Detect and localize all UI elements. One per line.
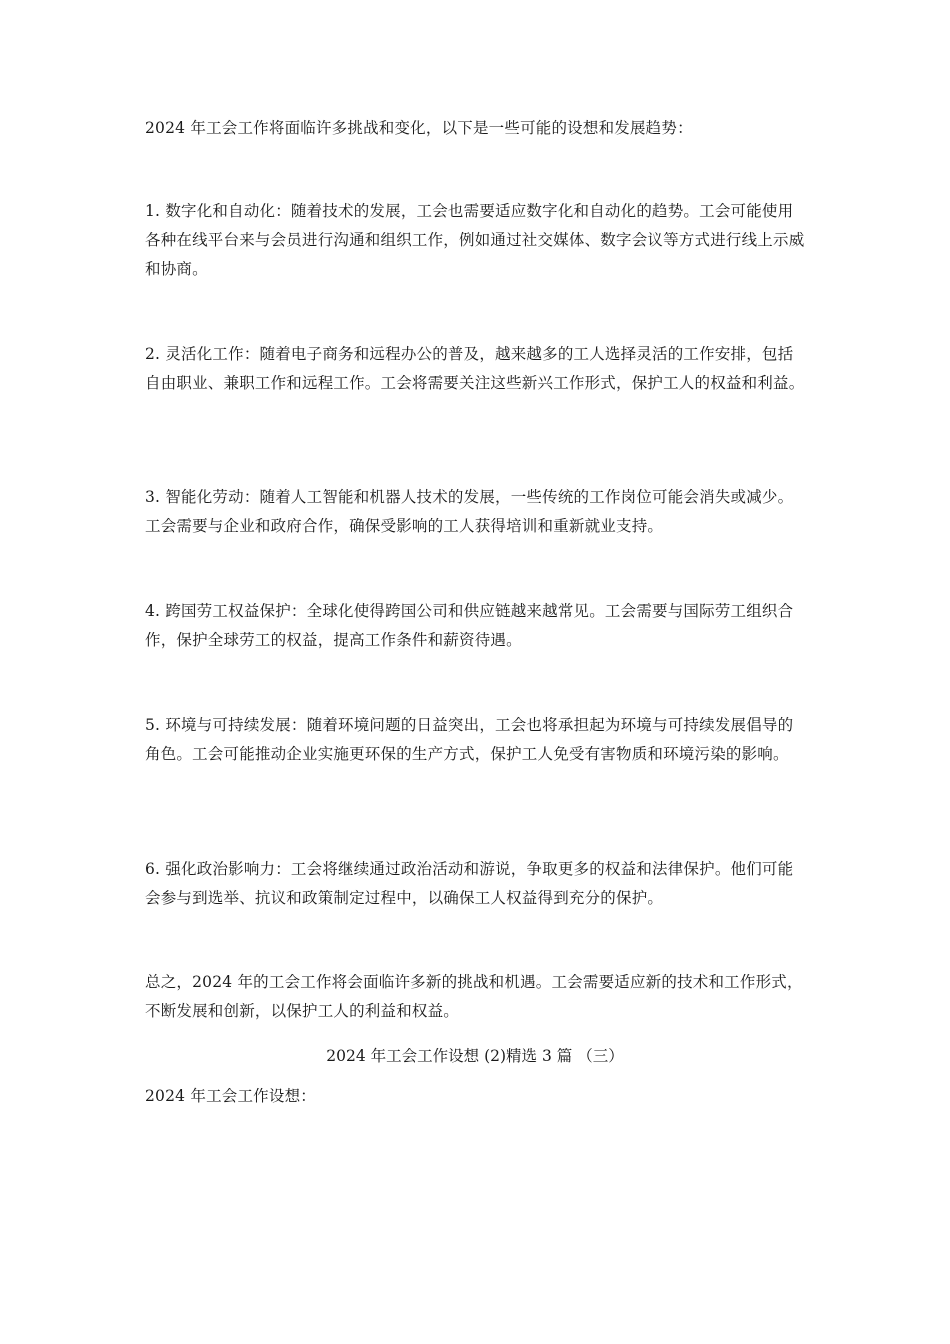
list-item-cross-border-rights: 4. 跨国劳工权益保护：全球化使得跨国公司和供应链越来越常见。工会需要与国际劳工组织合作，保护全球劳工的权益，提高工作条件和薪资待遇。 [145, 602, 794, 649]
section-intro: 2024 年工会工作设想： [145, 1087, 316, 1105]
intro-paragraph: 2024 年工会工作将面临许多挑战和变化，以下是一些可能的设想和发展趋势： [145, 119, 693, 137]
list-item-digitalization: 1. 数字化和自动化：随着技术的发展，工会也需要适应数字化和自动化的趋势。工会可能使用各种在线平台来与会员进行沟通和组织工作，例如通过社交媒体、数字会议等方式进行线上示威和协商。 [145, 202, 805, 278]
list-item-political-influence: 6. 强化政治影响力：工会将继续通过政治活动和游说，争取更多的权益和法律保护。他们可能会参与到选举、抗议和政策制定过程中，以确保工人权益得到充分的保护。 [145, 860, 794, 907]
list-item-intelligent-labor: 3. 智能化劳动：随着人工智能和机器人技术的发展，一些传统的工作岗位可能会消失或减少。工会需要与企业和政府合作，确保受影响的工人获得培训和重新就业支持。 [145, 488, 794, 535]
summary-paragraph: 总之，2024 年的工会工作将会面临许多新的挑战和机遇。工会需要适应新的技术和工作形式，不断发展和创新，以保护工人的利益和权益。 [145, 973, 803, 1020]
section-title: 2024 年工会工作设想 (2)精选 3 篇 （三） [326, 1047, 624, 1065]
list-item-flexible-work: 2. 灵活化工作：随着电子商务和远程办公的普及，越来越多的工人选择灵活的工作安排，包括自由职业、兼职工作和远程工作。工会将需要关注这些新兴工作形式，保护工人的权益和利益。 [145, 345, 805, 392]
list-item-environment: 5. 环境与可持续发展：随着环境问题的日益突出，工会也将承担起为环境与可持续发展倡导的角色。工会可能推动企业实施更环保的生产方式，保护工人免受有害物质和环境污染的影响。 [145, 716, 794, 763]
